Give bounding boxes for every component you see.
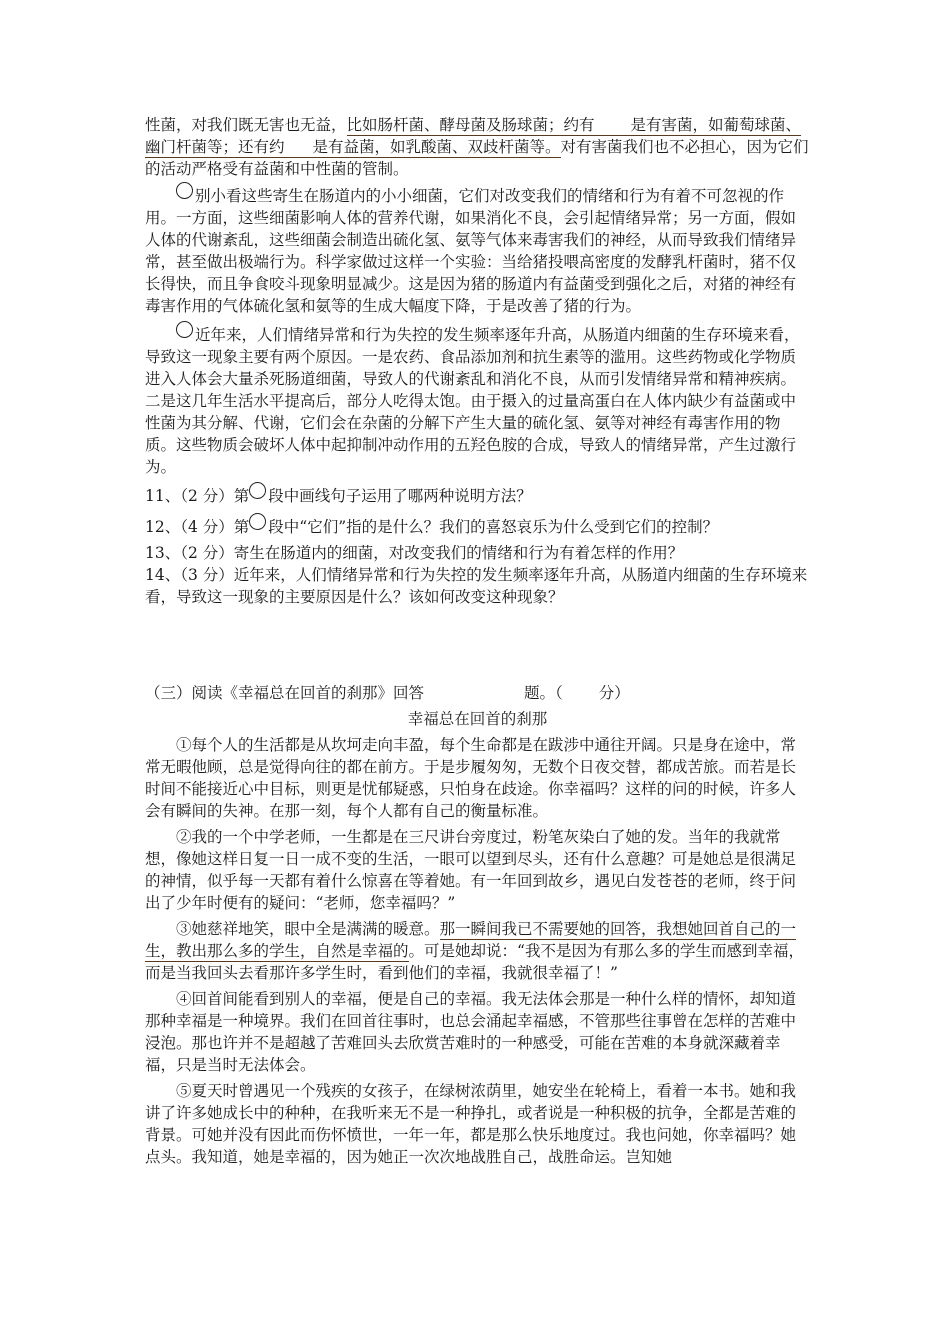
article-paragraph-3: ③她慈祥地笑，眼中全是满满的暖意。那一瞬间我已不需要她的回答，我想她回首自己的一生，教出那么多的学生，自然是幸福的。可是她却说：“我不是因为有那么多的学生而感到幸福，而是当我回头去看那许多学生时，看到他们的幸福，我就很幸福了！” [145, 920, 804, 982]
article-paragraph-4: ④回首间能看到别人的幸福，便是自己的幸福。我无法体会那是一种什么样的情怀，却知道那种幸福是一种境界。我们在回首往事时，也总会涌起幸福感，不管那些往事曾在怎样的苦难中浸泡。那也许并不是超越了苦难回头去欣赏苦难时的一种感受，可能在苦难的本身就深藏着幸福，只是当时无法体会。 [145, 990, 797, 1074]
question-11: 11、（2 分）第 段中画线句子运用了哪两种说明方法？ [145, 482, 810, 507]
underlined-sentence: 那一瞬间我已不需要她的回答，我想她回首自己的一生，教出那么多的学生，自然是幸福的 [145, 920, 797, 960]
passage-part-one [145, 114, 810, 608]
paragraph-causes: 近年来，人们情绪异常和行为失控的发生频率逐年升高，从肠道内细菌的生存环境来看，导致这一现象主要有两个原因。一是农药、食品添加剂和抗生素等的滥用。这些药物或化学物质进入人体会大量杀死肠道细菌，导致人的代谢紊乱和消化不良，从而引发情绪异常和精神疾病。二是这几年生活水平提高后，部分人吃得太饱。由于摄入的过量高蛋白在人体内缺少有益菌或中性菌为其分解、代谢，它们会在杂菌的分解下产生大量的硫化氢、氨等对神经有毒害作用的物质。这些物质会破坏人体中起抑制冲动作用的五羟色胺的合成，导致人的情绪异常，产生过激行为。 [145, 321, 810, 478]
article-title: 幸福总在回首的刹那 [407, 710, 548, 728]
paragraph-number-circle-icon [249, 482, 266, 499]
question-12: 12、（4 分）第 段中“它们”指的是什么？我们的喜怒哀乐为什么受到它们的控制？ [145, 513, 810, 538]
paragraph-effect: 别小看这些寄生在肠道内的小小细菌，它们对改变我们的情绪和行为有着不可忽视的作用。一方面，这些细菌影响人体的营养代谢，如果消化不良，会引起情绪异常；另一方面，假如人体的代谢紊乱，这些细菌会制造出硫化氢、氨等气体来毒害我们的神经，从而导致我们情绪异常，甚至做出极端行为。科学家做过这样一个实验：当给猪投喂高密度的发酵乳杆菌时，猪不仅长得快，而且争食咬斗现象明显减少。这是因为猪的肠道内有益菌受到强化之后，对猪的神经有毒害作用的气体硫化氢和氨等的生成大幅度下降，于是改善了猪的行为。 [145, 182, 810, 317]
article-paragraph-2: ②我的一个中学老师，一生都是在三尺讲台旁度过，粉笔灰染白了她的发。当年的我就常想，像她这样日复一日一成不变的生活，一眼可以望到尽头，还有什么意趣？可是她总是很满足的神情，似乎每一天都有着什么惊喜在等着她。有一年回到故乡，遇见白发苍苍的老师，终于问出了少年时便有的疑问：“老师，您幸福吗？” [145, 828, 797, 912]
section-three [145, 682, 810, 1168]
article-paragraph-5: ⑤夏天时曾遇见一个残疾的女孩子，在绿树浓荫里，她安坐在轮椅上，看着一本书。她和我讲了许多她成长中的种种，在我听来无不是一种挣扎，或者说是一种积极的抗争，全都是苦难的背景。可她并没有因此而伤怀愤世，一年一年，都是那么快乐地度过。我也问她，你幸福吗？她点头。我知道，她是幸福的，因为她正一次次地战胜自己，战胜命运。岂知她 [145, 1082, 797, 1166]
question-13: 13、（2 分）寄生在肠道内的细菌，对改变我们的情绪和行为有着怎样的作用？ [145, 544, 684, 562]
paragraph-number-circle-icon [176, 182, 193, 199]
section-intro: （三）阅读《幸福总在回首的刹那》回答 题。（ 分） [145, 684, 630, 702]
paragraph-number-circle-icon [176, 321, 193, 338]
paragraph-number-circle-icon [249, 513, 266, 530]
underlined-sentence: 比如肠杆菌、酵母菌及肠球菌；约有 是有害菌，如葡萄球菌、幽门杆菌等；还有约 是有益菌，如乳酸菌、双歧杆菌等。 [145, 116, 802, 156]
question-14: 14、（3 分）近年来，人们情绪异常和行为失控的发生频率逐年升高，从肠道内细菌的生存环境来看，导致这一现象的主要原因是什么？该如何改变这种现象？ [145, 566, 808, 606]
paragraph-bacteria-types: 性菌，对我们既无害也无益，比如肠杆菌、酵母菌及肠球菌；约有 是有害菌，如葡萄球菌、幽门杆菌等；还有约 是有益菌，如乳酸菌、双歧杆菌等。对有害菌我们也不必担心，因为它们的活动严格受有益菌和中性菌的管制。 [145, 116, 809, 178]
article-paragraph-1: ①每个人的生活都是从坎坷走向丰盈，每个生命都是在跋涉中通往开阔。只是身在途中，常常无暇他顾，总是觉得向往的都在前方。于是步履匆匆，无数个日夜交替，都成苦旅。而若是长时间不能接近心中目标，则更是忧郁疑惑，只怕身在歧途。你幸福吗？这样的问的时候，许多人会有瞬间的失神。在那一刻，每个人都有自己的衡量标准。 [145, 736, 797, 820]
